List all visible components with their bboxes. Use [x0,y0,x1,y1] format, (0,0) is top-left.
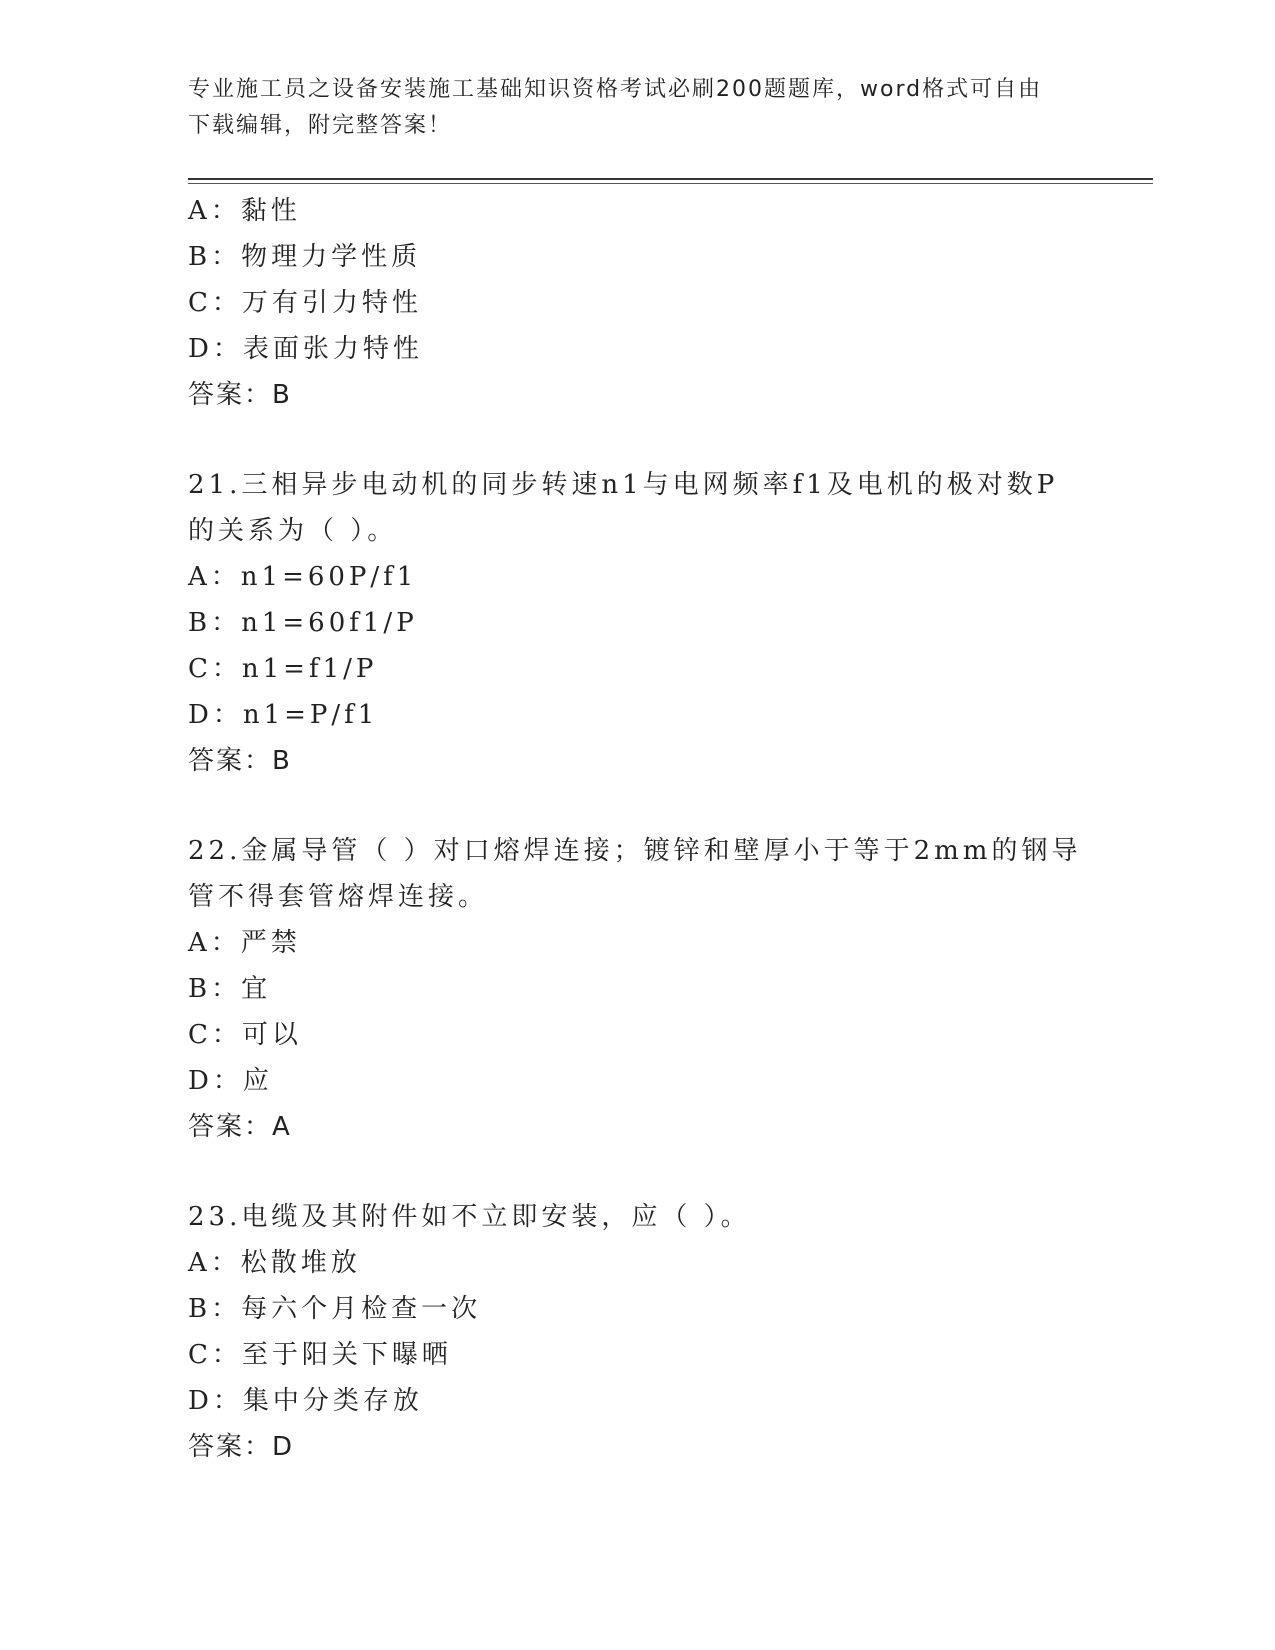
answer-line: 答案：B [188,380,292,410]
option-d: D：集中分类存放 [188,1386,423,1416]
option-c: C：n1=f1/P [188,654,378,684]
question-text: 21.三相异步电动机的同步转速n1与电网频率f1及电机的极对数P的关系为（ ）。 [188,470,1059,546]
option-b: B：n1=60f1/P [188,608,418,638]
option-d: D：表面张力特性 [188,334,423,364]
question-gap [188,418,1108,462]
document-header [188,72,1088,144]
question-block-23 [188,1194,1108,1470]
question-gap [188,1150,1108,1194]
document-content [188,188,1108,1470]
question-text: 22.金属导管（ ）对口熔焊连接；镀锌和壁厚小于等于2mm的钢导管不得套管熔焊连接。 [188,836,1082,912]
header-divider-thin [188,183,1153,184]
option-b: B：每六个月检查一次 [188,1294,482,1324]
question-gap [188,784,1108,828]
header-line-1: 专业施工员之设备安装施工基础知识资格考试必刷200题题库，word格式可自由 [188,77,1043,102]
option-a: A：松散堆放 [188,1248,361,1278]
option-a: A：n1=60P/f1 [188,562,418,592]
option-d: D：应 [188,1066,273,1096]
option-c: C：至于阳关下曝晒 [188,1340,452,1370]
option-c: C：可以 [188,1020,302,1050]
answer-line: 答案：B [188,746,292,776]
option-a: A：黏性 [188,196,301,226]
header-line-2: 下载编辑，附完整答案！ [188,113,453,138]
option-a: A：严禁 [188,928,301,958]
option-d: D：n1=P/f1 [188,700,379,730]
option-b: B：物理力学性质 [188,242,422,272]
option-c: C：万有引力特性 [188,288,422,318]
answer-line: 答案：A [188,1112,292,1142]
answer-line: 答案：D [188,1432,295,1462]
option-b: B：宜 [188,974,272,1004]
question-block-22 [188,828,1108,1150]
question-block-21 [188,462,1108,784]
question-block-partial [188,188,1108,418]
question-text: 23.电缆及其附件如不立即安装，应（ ）。 [188,1202,751,1232]
header-divider-thick [188,178,1153,180]
